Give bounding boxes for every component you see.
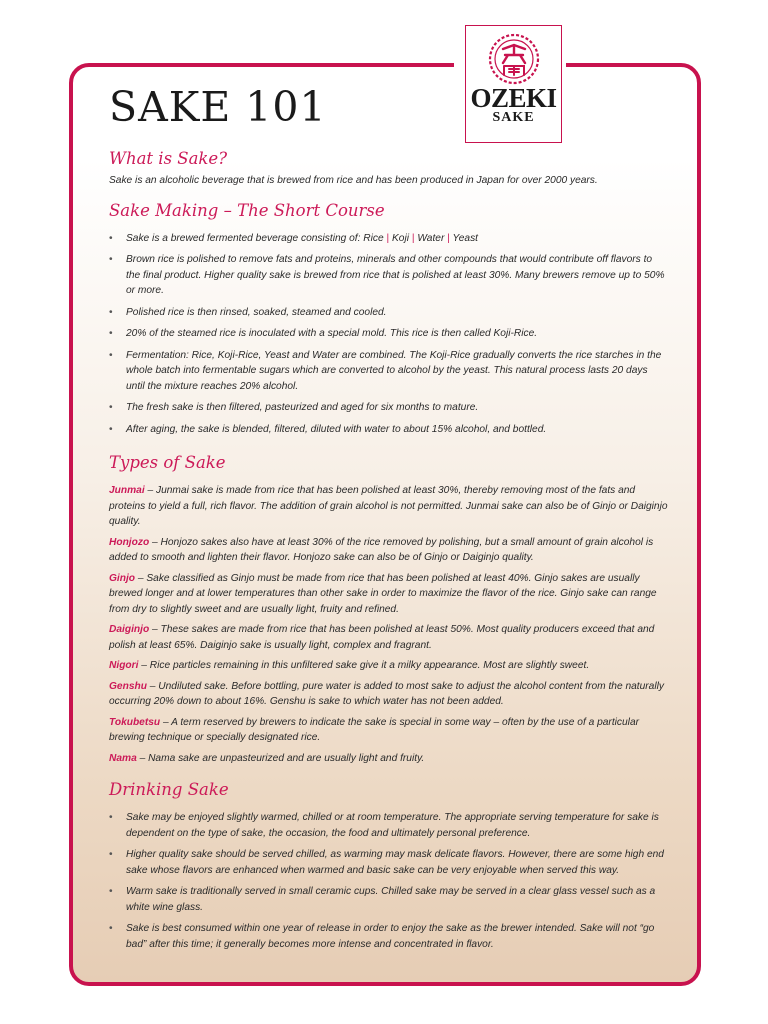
type-term: Ginjo	[109, 572, 136, 584]
list-item: • The fresh sake is then filtered, pasteurized and aged for six months to mature.	[109, 400, 669, 416]
type-entry	[109, 571, 669, 618]
logo-brand-name: OZEKI	[470, 83, 557, 113]
ingredient-yeast: Yeast	[452, 232, 479, 244]
list-item	[109, 231, 669, 247]
type-entry	[109, 483, 669, 530]
type-entry	[109, 715, 669, 746]
type-entry	[109, 751, 669, 767]
type-term: Honjozo	[109, 536, 150, 548]
type-entry	[109, 535, 669, 566]
page-title: SAKE 101	[109, 83, 327, 131]
types-list	[109, 483, 669, 766]
type-entry	[109, 658, 669, 674]
list-item: • Warm sake is traditionally served in small ceramic cups. Chilled sake may be served in a clear glass vessel such as a white wine glass.	[109, 884, 669, 915]
ingredient-koji: Koji	[392, 232, 410, 244]
type-term: Genshu	[109, 680, 147, 692]
type-desc: – Honjozo sakes also have at least 30% of the rice removed by polishing, but a small amount of grain alcohol is added to smooth and lighten their flavor. Honjozo sake can also be of Ginjo or Daiginjo quality.	[109, 536, 654, 563]
section-heading-drinking: Drinking Sake	[109, 780, 229, 799]
type-term: Daiginjo	[109, 624, 150, 635]
type-term: Junmai	[109, 485, 145, 496]
making-first-prefix: Sake is a brewed fermented beverage consisting of:	[126, 232, 364, 244]
list-item: • 20% of the steamed rice is inoculated with a special mold. This rice is then called Koji-Rice.	[109, 326, 669, 342]
type-desc: – Nama sake are unpasteurized and are usually light and fruity.	[136, 752, 425, 764]
list-item: • Polished rice is then rinsed, soaked, steamed and cooled.	[109, 305, 669, 321]
type-term: Nama	[109, 752, 137, 764]
separator: |	[411, 232, 415, 244]
list-item: • Sake is best consumed within one year of release in order to enjoy the sake as the brewer intended. Sake will not “go bad” after this time; it generally becomes more intense and concentrated in flavor.	[109, 921, 669, 952]
type-desc: – Undiluted sake. Before bottling, pure water is added to most sake to adjust the alcohol content from the naturally occurring 20% down to about 16%. Genshu is sake to which water has not been added.	[109, 680, 664, 707]
section-heading-making: Sake Making – The Short Course	[109, 200, 385, 220]
type-desc: – Rice particles remaining in this unfiltered sake give it a milky appearance. Most are slightly sweet.	[138, 660, 590, 671]
separator: |	[386, 232, 390, 244]
type-term: Tokubetsu	[109, 716, 161, 728]
type-entry	[109, 622, 669, 653]
document-content	[109, 80, 669, 952]
type-desc: – These sakes are made from rice that has been polished at least 50%. Most quality producers exceed that and polish at least 65%. Daiginjo sake is usually light, complex and fragrant.	[109, 624, 655, 651]
list-item: • Fermentation: Rice, Koji-Rice, Yeast and Water are combined. The Koji-Rice gradually converts the rice starches in the whole batch into fermentable sugars which are converted to alcohol by the yeast. This natural process lasts 20 days until the mixture reaches 20% alcohol.	[109, 348, 669, 395]
type-desc: – A term reserved by brewers to indicate the sake is special in some way – often by the use of a particular brewing technique or specially designated rice.	[109, 716, 639, 743]
making-list	[109, 231, 669, 438]
what-body: Sake is an alcoholic beverage that is brewed from rice and has been produced in Japan for over 2000 years.	[109, 175, 598, 186]
section-heading-types: Types of Sake	[109, 453, 226, 472]
type-desc: – Sake classified as Ginjo must be made from rice that has been polished at least 40%. Ginjo sakes are usually brewed longer and at lower temperatures than other sake in order to maximize the flavor of the rice. Ginjo sake can range from dry to slightly sweet and are usually light, fruity and refined.	[109, 572, 657, 615]
ingredient-water: Water	[417, 232, 445, 244]
ingredient-rice: Rice	[363, 232, 384, 244]
ozeki-crest-icon	[488, 33, 540, 85]
list-item: • Sake may be enjoyed slightly warmed, chilled or at room temperature. The appropriate serving temperature for sake is dependent on the type of sake, the occasion, the food and ultimately personal preference.	[109, 810, 669, 841]
type-term: Nigori	[109, 660, 139, 671]
list-item: • After aging, the sake is blended, filtered, diluted with water to about 15% alcohol, and bottled.	[109, 422, 669, 438]
type-entry	[109, 679, 669, 710]
section-heading-what: What is Sake?	[109, 149, 228, 168]
list-item: • Brown rice is polished to remove fats and proteins, minerals and other compounds that would contribute off flavors to the final product. Higher quality sake is brewed from rice that is polished at least 30%. Many brewers remove up to 50% or more.	[109, 252, 669, 299]
logo-brand-sub: SAKE	[492, 110, 535, 125]
list-item: • Higher quality sake should be served chilled, as warming may mask delicate flavors. However, there are some high end sake whose flavors are enhanced when warmed and basic sake can be very enjoyable when served this way.	[109, 847, 669, 878]
separator: |	[447, 232, 450, 244]
type-desc: – Junmai sake is made from rice that has been polished at least 30%, thereby removing most of the fats and proteins to yield a full, rich flavor. The addition of grain alcohol is not permitted. Junmai sake can also be of Ginjo or Daiginjo quality.	[109, 485, 668, 527]
drinking-list	[109, 810, 669, 952]
